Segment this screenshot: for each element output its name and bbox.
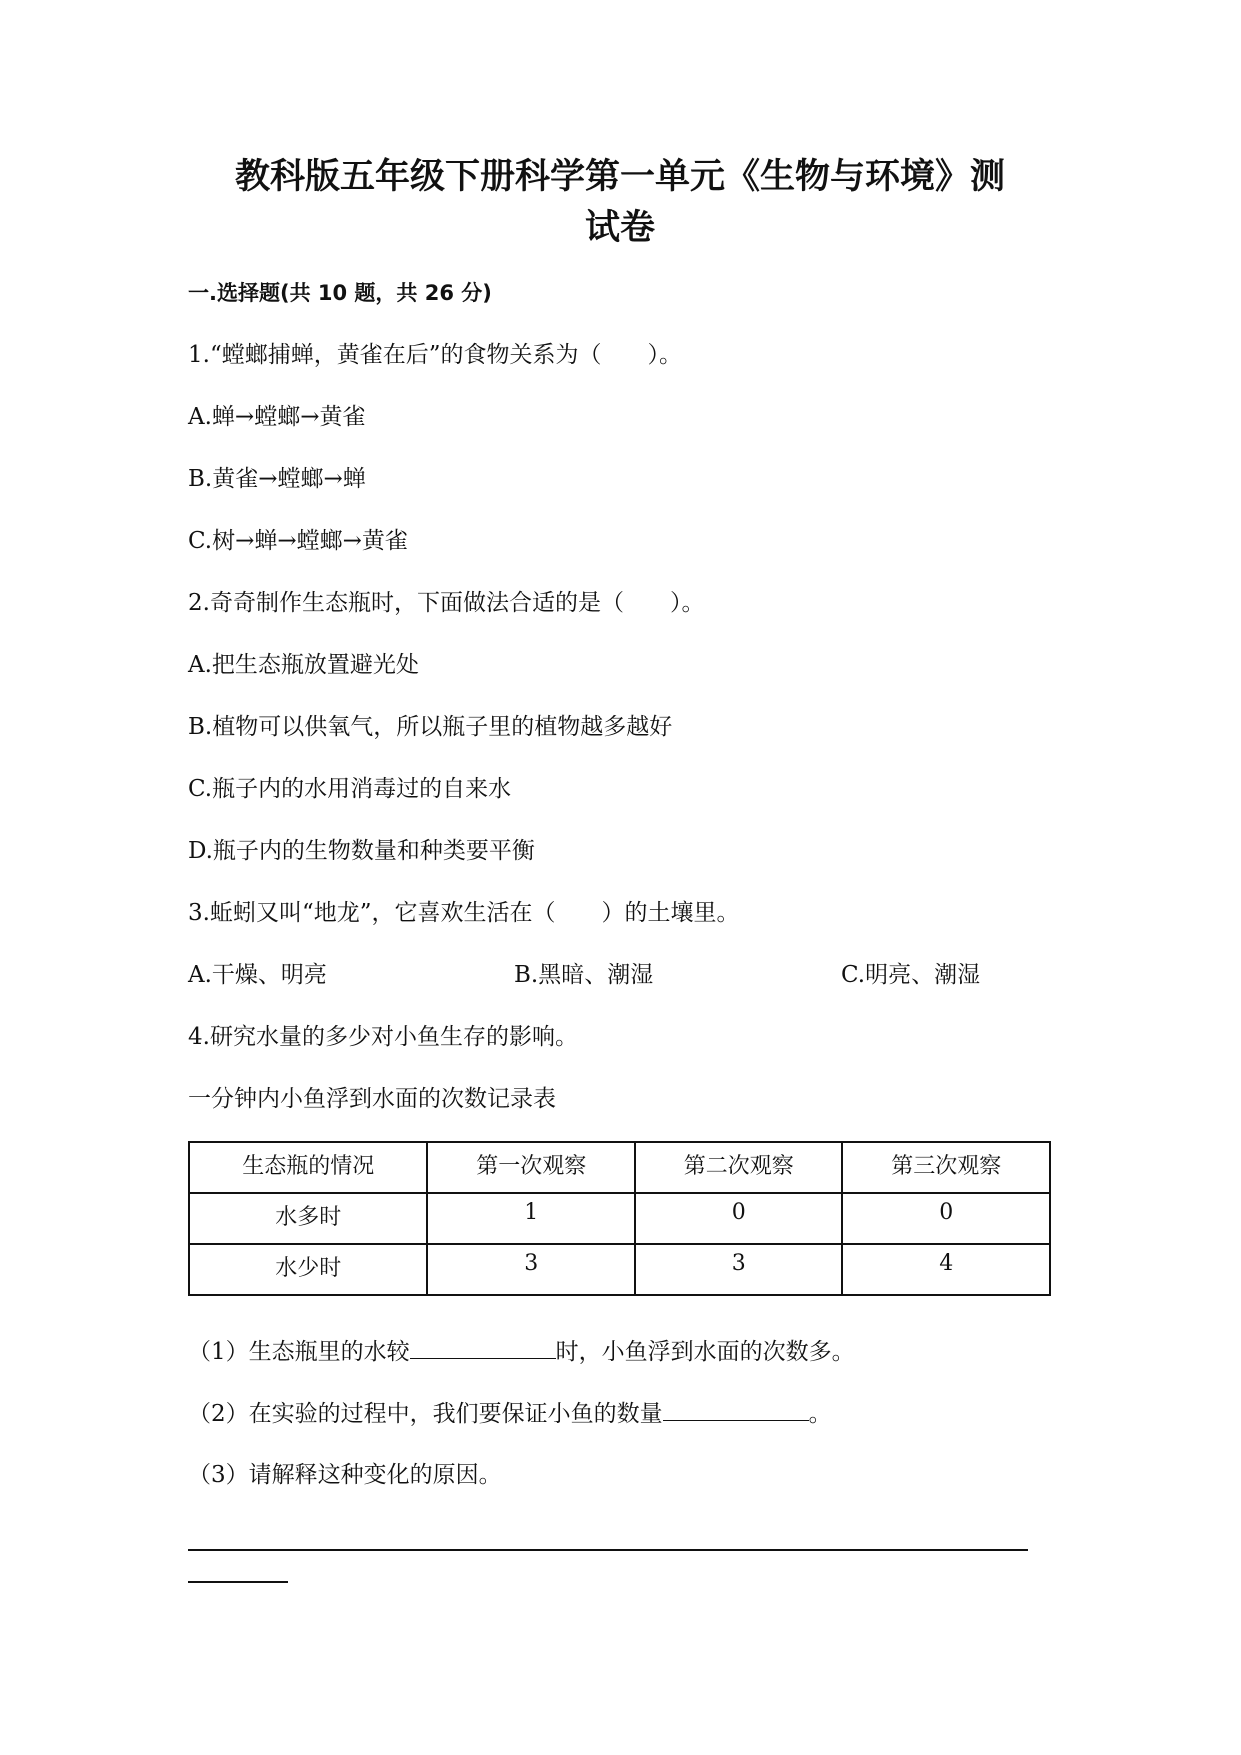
question-2-option-d[interactable]: D.瓶子内的生物数量和种类要平衡 xyxy=(188,838,535,864)
observation-table xyxy=(188,1141,1051,1296)
question-1-option-c[interactable]: C.树→蝉→螳螂→黄雀 xyxy=(188,528,408,554)
answer-blank-1[interactable] xyxy=(410,1336,556,1359)
sub-2-text-after: 。 xyxy=(808,1401,832,1427)
question-3-option-c[interactable]: C.明亮、潮湿 xyxy=(841,962,981,988)
question-4-stem: 4.研究水量的多少对小鱼生存的影响。 xyxy=(188,1024,578,1050)
question-4-sub-2 xyxy=(188,1398,832,1429)
page-title-continued: 试卷 xyxy=(584,208,655,248)
table-cell: 3 xyxy=(427,1244,635,1295)
question-1-option-a[interactable]: A.蝉→螳螂→黄雀 xyxy=(188,404,366,430)
question-4-sub-3: （3）请解释这种变化的原因。 xyxy=(188,1462,502,1488)
table-cell: 水多时 xyxy=(189,1193,427,1244)
table-header-row xyxy=(189,1142,1050,1193)
question-2-stem: 2.奇奇制作生态瓶时，下面做法合适的是（ ）。 xyxy=(188,590,705,616)
table-row xyxy=(189,1193,1050,1244)
question-3-option-b[interactable]: B.黑暗、潮湿 xyxy=(514,962,654,988)
table-cell: 水少时 xyxy=(189,1244,427,1295)
question-2-option-a[interactable]: A.把生态瓶放置避光处 xyxy=(188,652,419,678)
table-header-cell: 第三次观察 xyxy=(842,1142,1050,1193)
question-3-stem: 3.蚯蚓又叫“地龙”，它喜欢生活在（ ）的土壤里。 xyxy=(188,900,740,926)
table-cell: 0 xyxy=(635,1193,843,1244)
table-caption: 一分钟内小鱼浮到水面的次数记录表 xyxy=(188,1086,556,1112)
sub-1-text-after: 时，小鱼浮到水面的次数多。 xyxy=(555,1339,855,1365)
table-cell: 4 xyxy=(842,1244,1050,1295)
answer-blank-2[interactable] xyxy=(663,1398,809,1421)
table-cell: 1 xyxy=(427,1193,635,1244)
table-header-cell: 第二次观察 xyxy=(635,1142,843,1193)
table-header-cell: 生态瓶的情况 xyxy=(189,1142,427,1193)
sub-1-text-before: （1）生态瓶里的水较 xyxy=(188,1339,410,1365)
question-4-sub-1 xyxy=(188,1336,855,1367)
section-heading: 一.选择题(共 10 题，共 26 分) xyxy=(188,281,492,305)
table-cell: 0 xyxy=(842,1193,1050,1244)
question-3-option-a[interactable]: A.干燥、明亮 xyxy=(188,962,327,988)
sub-2-text-before: （2）在实验的过程中，我们要保证小鱼的数量 xyxy=(188,1401,663,1427)
answer-line-2[interactable] xyxy=(188,1581,288,1583)
question-1-option-b[interactable]: B.黄雀→螳螂→蝉 xyxy=(188,466,366,492)
table-cell: 3 xyxy=(635,1244,843,1295)
question-2-option-b[interactable]: B.植物可以供氧气，所以瓶子里的植物越多越好 xyxy=(188,714,673,740)
answer-line-1[interactable] xyxy=(188,1549,1028,1551)
page-title: 教科版五年级下册科学第一单元《生物与环境》测 xyxy=(234,157,1005,197)
question-1-stem: 1.“螳螂捕蝉，黄雀在后”的食物关系为（ ）。 xyxy=(188,342,682,368)
question-2-option-c[interactable]: C.瓶子内的水用消毒过的自来水 xyxy=(188,776,512,802)
table-header-cell: 第一次观察 xyxy=(427,1142,635,1193)
table-row xyxy=(189,1244,1050,1295)
